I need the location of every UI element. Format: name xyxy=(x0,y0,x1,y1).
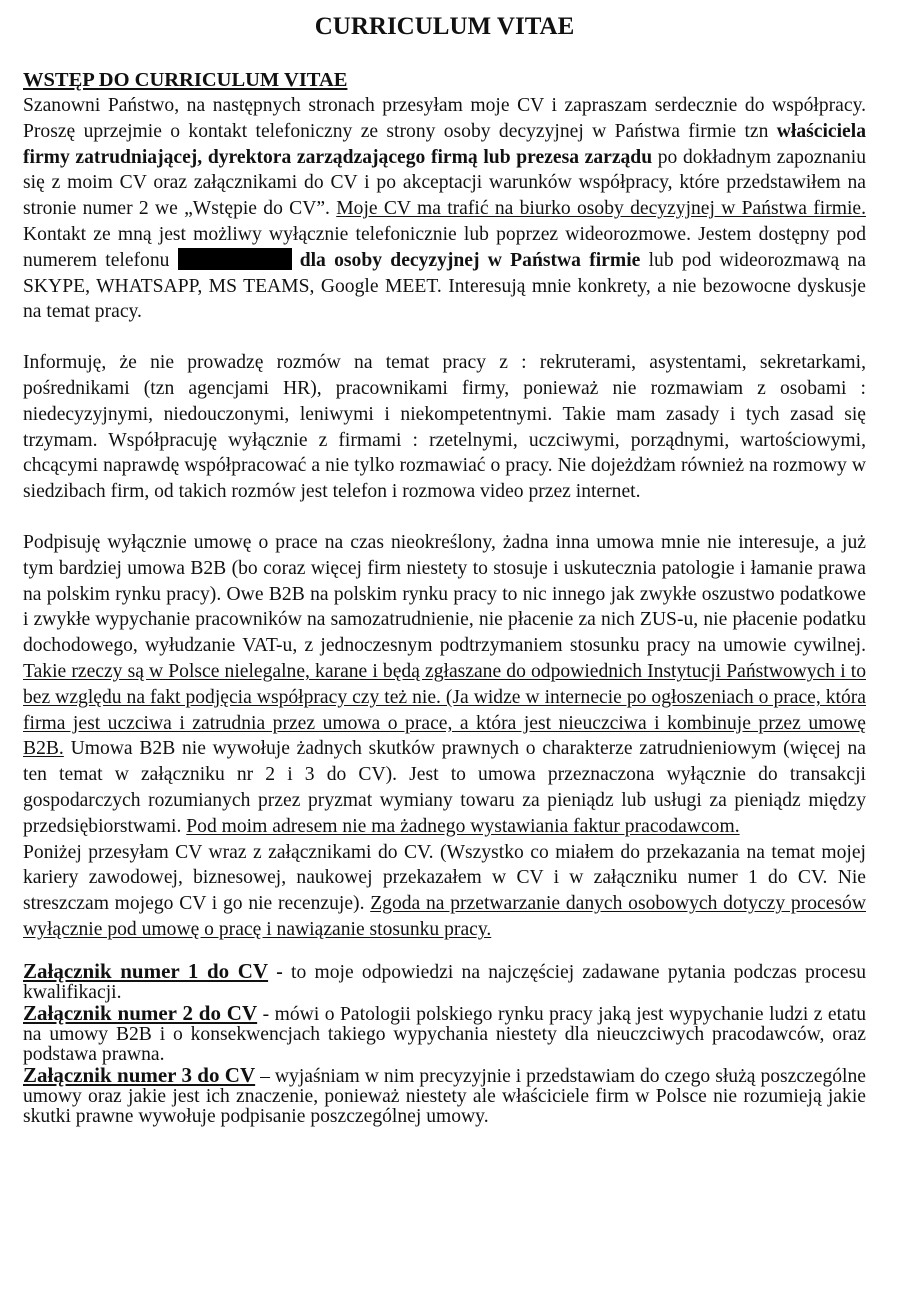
p1-text-1: Szanowni Państwo, na następnych stronach przesyłam moje CV i zapraszam serdecznie do współpracy. Proszę uprzejmie o kontakt telefoniczny ze strony osoby decyzyjnej w Państwa firmie tzn xyxy=(23,95,866,142)
attachment-1-text: to moje odpowiedzi na najczęściej zadawane pytania podczas procesu kwalifikacji. xyxy=(23,961,866,1003)
p3-text-2: Umowa B2B nie wywołuje żadnych skutków prawnych o charakterze zatrudnieniowym (więcej na ten temat w załączniku nr 2 i 3 do CV). Jest to umowa przeznaczona wyłącznie do transakcji gospodarczych rozumianych przez pryzmat wymiany towaru za pieniądz lub usługi za pieniądz między przedsiębiorstwami. xyxy=(23,738,866,837)
attachment-1 xyxy=(23,958,866,1003)
attachment-1-label: Załącznik numer 1 do CV xyxy=(23,958,269,983)
attachment-2-text: mówi o Patologii polskiego rynku pracy jaką jest wypychanie ludzi z etatu na umowy B2B i o konsekwencjach takiego wypychania niestety dla nieuczciwych pracodawców, oraz podstawa prawna. xyxy=(23,1003,867,1065)
contract-paragraph xyxy=(23,530,866,840)
attachment-3-sep: – xyxy=(255,1065,275,1087)
p1-underlined-cv-desk: Moje CV ma trafić na biurko osoby decyzyjnej w Państwa firmie. xyxy=(336,198,866,220)
attachment-1-sep: - xyxy=(268,961,292,983)
intro-heading: WSTĘP DO CURRICULUM VITAE xyxy=(23,69,348,91)
attachment-3-label: Załącznik numer 3 do CV xyxy=(23,1062,256,1087)
attachment-3 xyxy=(23,1062,866,1127)
p1-bold-contact: dla osoby decyzyjnej w Państwa firmie xyxy=(299,249,641,271)
p3-underlined-invoices: Pod moim adresem nie ma żadnego wystawiania faktur pracodawcom. xyxy=(186,815,740,837)
cv-paragraph xyxy=(23,840,866,943)
attachment-2 xyxy=(23,1000,867,1065)
redacted-phone-number xyxy=(178,248,292,270)
attachment-3-text: wyjaśniam w nim precyzyjnie i przedstawiam do czego służą poszczególne umowy oraz jakie jest ich znaczenie, ponieważ niestety ale właściciele firm w Polsce nie rozumieją jakie skutki prawne wywołuje podpisanie poszczególnej umowy. xyxy=(23,1065,866,1127)
p1-text-3: Kontakt ze mną jest możliwy wyłącznie telefonicznie lub poprzez wideorozmowe. Jestem dostępny pod numerem telefonu xyxy=(23,223,866,271)
document-title: CURRICULUM VITAE xyxy=(314,13,575,40)
p4-text-1: Poniżej przesyłam CV wraz z załącznikami do CV. (Wszystko co miałem do przekazania na temat mojej kariery zawodowej, biznesowej, naukowej przekazałem w CV i w załączniku numer 1 do CV. Nie streszczam mojego CV i go nie recenzuje). xyxy=(23,841,866,915)
rules-paragraph: Informuję, że nie prowadzę rozmów na temat pracy z : rekruterami, asystentami, sekretarkami, pośrednikami (tzn agencjami HR), pracownikami firmy, ponieważ nie rozmawiam z osobami : niedecyzyjnymi, niedouczonymi, leniwymi i niekompetentnymi. Takie mam zasady i tych zasad się trzymam. Współpracuję wyłącznie z firmami : rzetelnymi, uczciwymi, porządnymi, wartościowymi, chcącymi naprawdę współpracować a nie tylko rozmawiać o pracy. Nie dojeżdżam również na rozmowy w siedzibach firm, od takich rozmów jest telefon i rozmowa video przez internet. xyxy=(23,352,866,503)
attachment-2-sep: - xyxy=(257,1003,275,1025)
p1-bold-decision-makers: właściciela firmy zatrudniającej, dyrektora zarządzającego firmą lub prezesa zarządu xyxy=(23,120,866,168)
p1-text-4: lub pod wideorozmawą na SKYPE, WHATSAPP, MS TEAMS, Google MEET. Interesują mnie konkrety, a nie bezowocne dyskusje na temat pracy. xyxy=(23,249,866,323)
p3-underlined-legal: Takie rzeczy są w Polsce nielegalne, karane i będą zgłaszane do odpowiednich Instytucji Państwowych i to bez względu na fakt podjęcia współpracy czy też nie. (Ja widze w internecie po ogłoszeniach o prace, która firma jest uczciwa i zatrudnia przez umowa o prace, a która jest nieuczciwa i kombinuje przez umowę B2B. xyxy=(23,660,866,760)
p1-text-2: po dokładnym zapoznaniu się z moim CV oraz załącznikami do CV i po akceptacji warunków współpracy, które przedstawiłem na stronie numer 2 we „Wstępie do CV”. xyxy=(23,146,866,220)
intro-paragraph xyxy=(23,93,866,325)
p3-text-1: Podpisuję wyłącznie umowę o prace na czas nieokreślony, żadna inna umowa mnie nie interesuje, a już tym bardziej umowa B2B (bo coraz więcej firm niestety to stosuje i uskutecznia patologie i łamanie prawa na polskim rynku pracy). Owe B2B na polskim rynku pracy to nic innego jak zwykłe oszustwo podatkowe i zwykłe wypychanie pracowników na samozatrudnienie, nie płacenie za nich ZUS-u, nie płacenie podatku dochodowego, wyłudzanie VAT-u, z jednoczesnym podtrzymaniem stosunku pracy na umowie cywilnej. xyxy=(23,531,866,657)
p4-underlined-consent: Zgoda na przetwarzanie danych osobowych dotyczy procesów wyłącznie pod umowę o pracę i nawiązanie stosunku pracy. xyxy=(23,893,866,940)
attachment-2-label: Załącznik numer 2 do CV xyxy=(23,1000,258,1025)
